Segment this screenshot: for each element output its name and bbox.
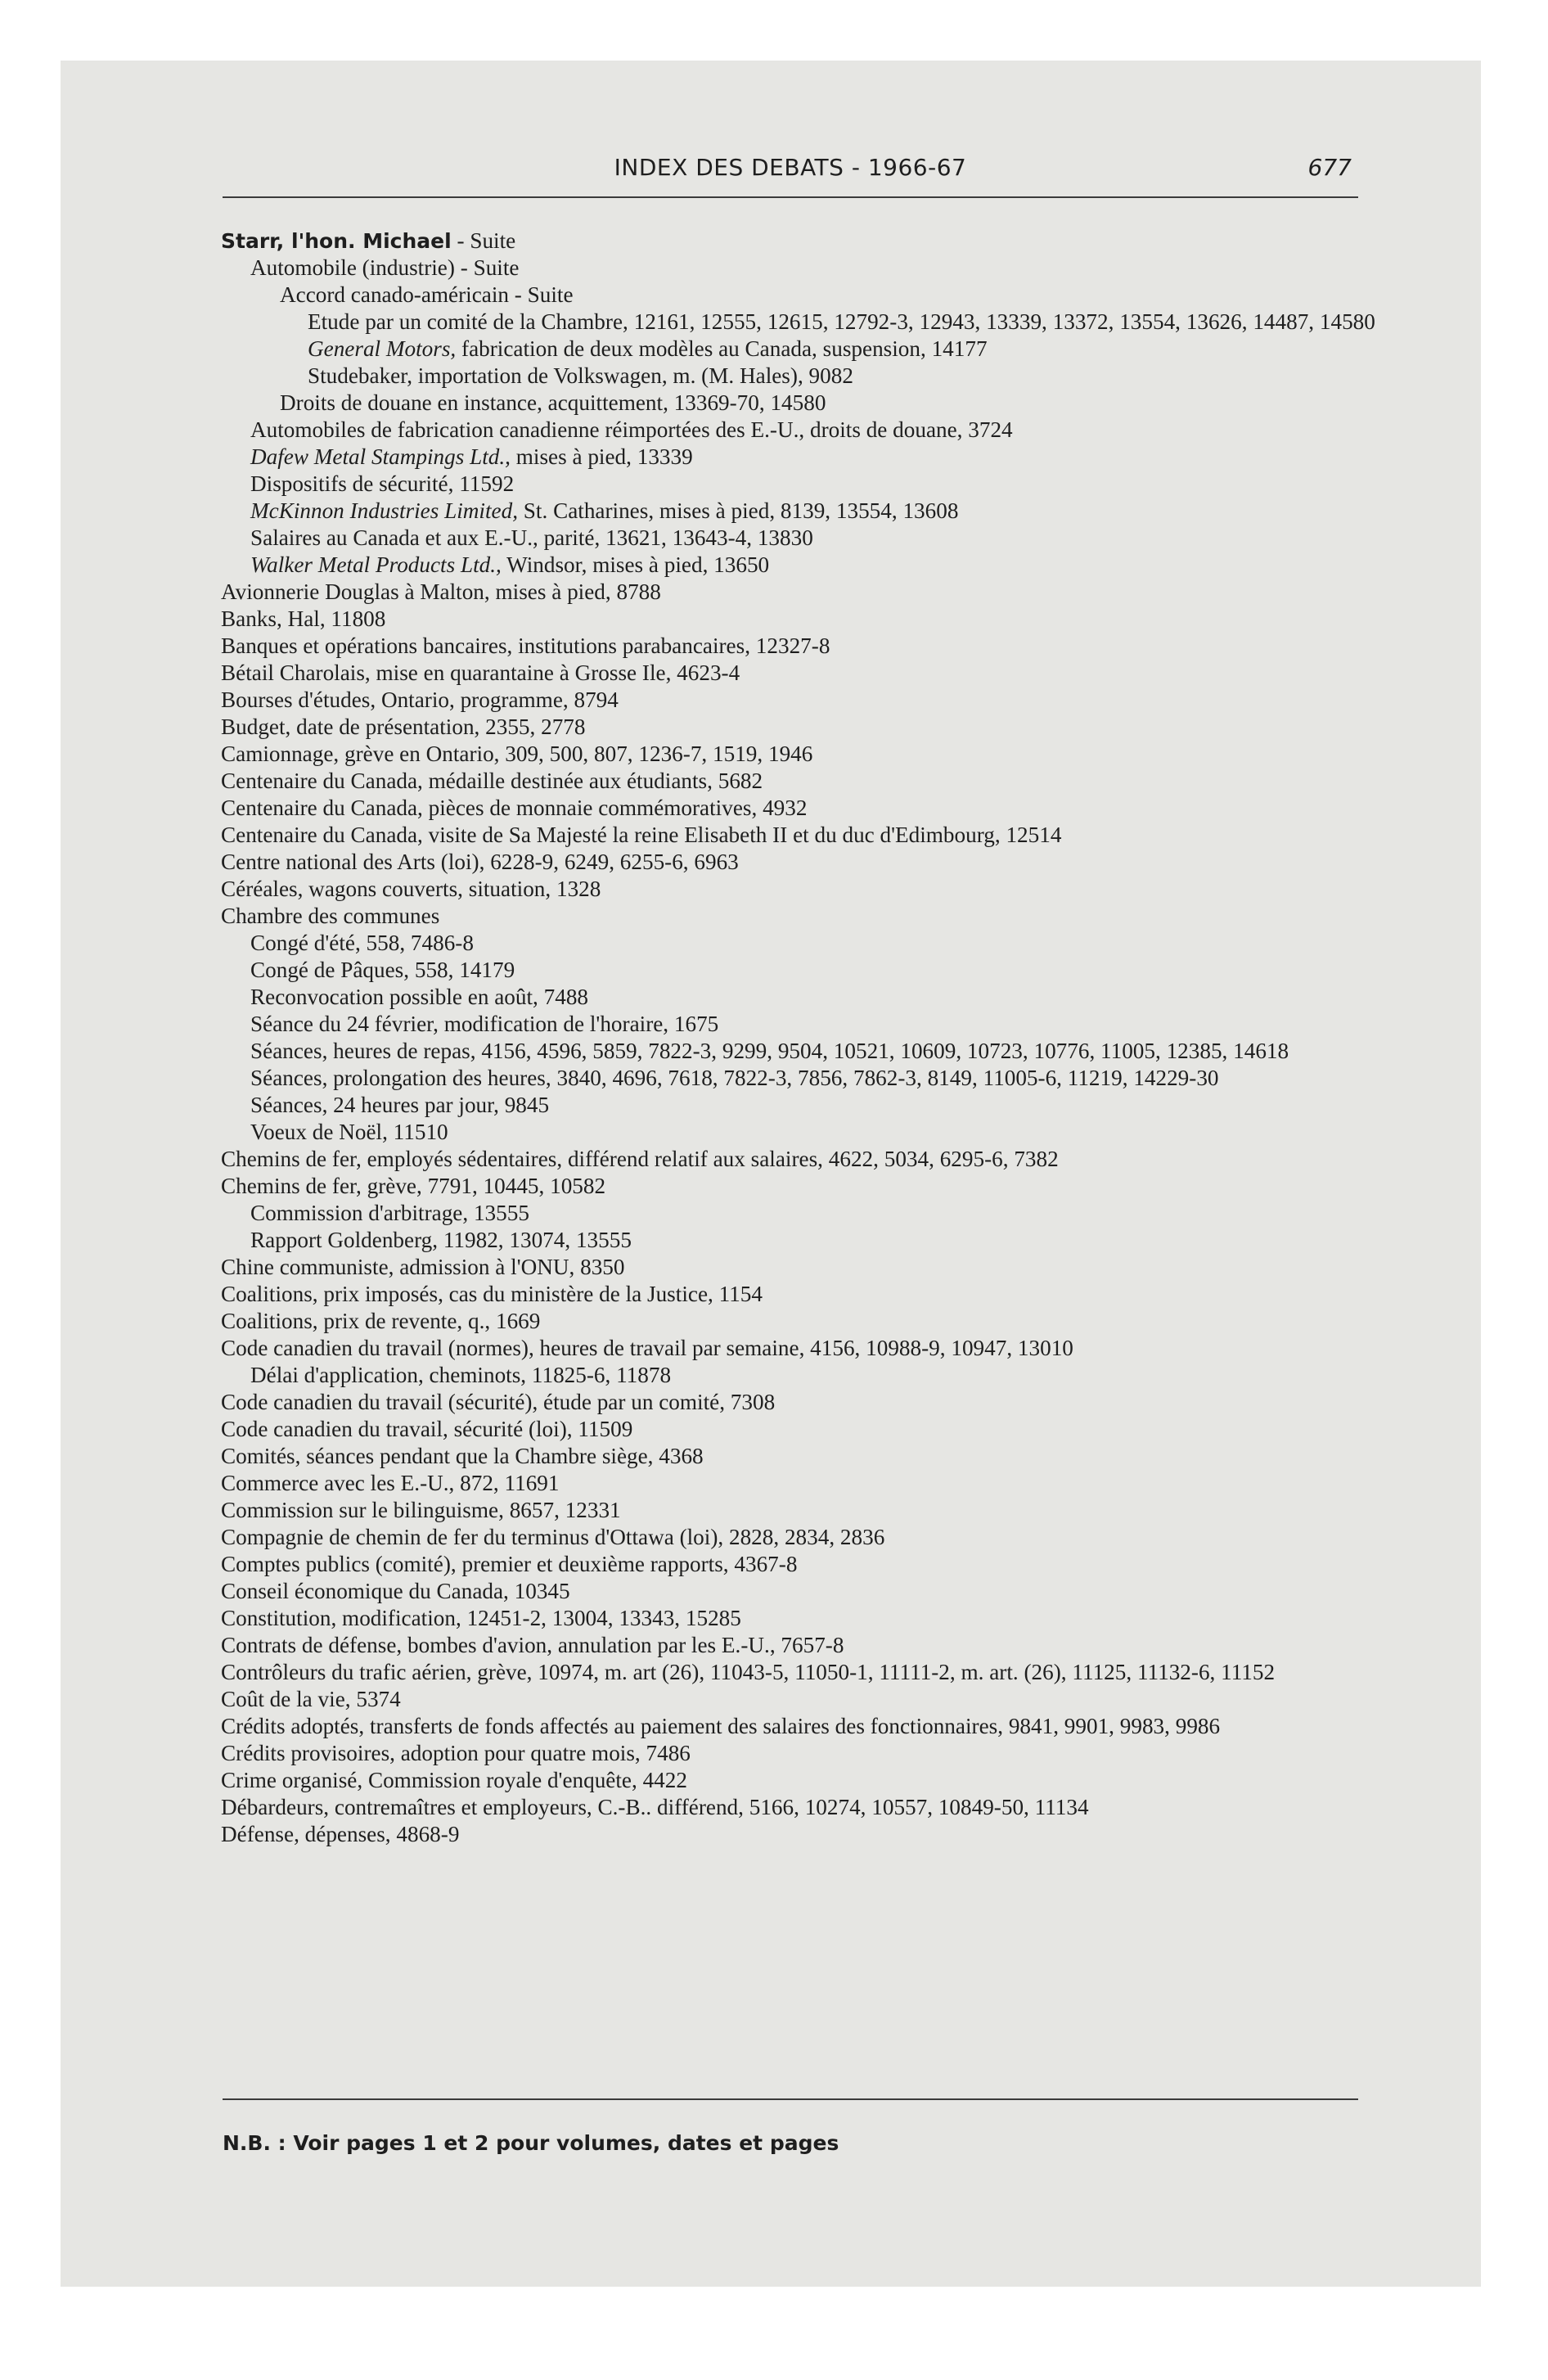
entry-text: Commission d'arbitrage, 13555	[250, 1201, 529, 1225]
index-entry	[250, 957, 1366, 984]
index-entry	[221, 822, 1366, 849]
entry-text: mises à pied, 13339	[510, 444, 693, 469]
index-entry	[221, 1713, 1366, 1740]
entry-text: Délai d'application, cheminots, 11825-6, 11878	[250, 1363, 672, 1387]
entry-text: - Suite	[451, 228, 516, 253]
entry-text: Salaires au Canada et aux E.-U., parité, 13621, 13643-4, 13830	[250, 525, 813, 550]
index-entry	[221, 876, 1366, 903]
index-entry	[221, 903, 1366, 930]
index-entry	[221, 1551, 1366, 1578]
index-entry	[280, 282, 1366, 309]
index-entry	[250, 1119, 1366, 1146]
entry-text: Droits de douane en instance, acquittement, 13369-70, 14580	[280, 390, 826, 415]
entry-text: Dispositifs de sécurité, 11592	[250, 471, 515, 496]
index-entry	[221, 795, 1366, 822]
index-entry	[221, 1578, 1366, 1605]
index-entry	[250, 552, 1366, 579]
entry-text: Etude par un comité de la Chambre, 12161, 12555, 12615, 12792-3, 12943, 13339, 13372, 13554, 13626, 14487, 14580	[308, 309, 1375, 334]
footer-rule	[223, 2098, 1358, 2100]
index-entry	[250, 498, 1366, 525]
index-entries	[221, 228, 1375, 1848]
entry-text: Banks, Hal, 11808	[221, 606, 386, 631]
index-entry	[221, 1173, 1366, 1200]
index-entry	[221, 1254, 1366, 1281]
entry-text: Comptes publics (comité), premier et deuxième rapports, 4367-8	[221, 1552, 798, 1576]
entry-text: Compagnie de chemin de fer du terminus d'Ottawa (loi), 2828, 2834, 2836	[221, 1525, 885, 1549]
entry-text: Séance du 24 février, modification de l'horaire, 1675	[250, 1012, 719, 1036]
index-entry	[221, 1389, 1366, 1416]
entry-text: fabrication de deux modèles au Canada, suspension, 14177	[456, 336, 988, 361]
entry-text: Chemins de fer, employés sédentaires, différend relatif aux salaires, 4622, 5034, 6295-6, 7382	[221, 1147, 1059, 1171]
entry-text: Studebaker, importation de Volkswagen, m. (M. Hales), 9082	[308, 363, 853, 388]
index-entry	[221, 633, 1366, 660]
entry-text: Céréales, wagons couverts, situation, 1328	[221, 877, 601, 901]
index-entry	[250, 1065, 1366, 1092]
index-entry	[221, 228, 1366, 255]
index-entry	[221, 768, 1366, 795]
header-rule	[223, 196, 1358, 198]
index-entry	[221, 1767, 1366, 1794]
entry-text: Code canadien du travail (normes), heures de travail par semaine, 4156, 10988-9, 10947, 13010	[221, 1336, 1073, 1360]
index-entry	[221, 1146, 1366, 1173]
index-entry	[221, 687, 1366, 714]
entry-text: Code canadien du travail (sécurité), étude par un comité, 7308	[221, 1390, 776, 1414]
page-header	[223, 136, 1358, 201]
entry-text: Commerce avec les E.-U., 872, 11691	[221, 1471, 560, 1495]
index-entry	[250, 930, 1366, 957]
index-entry	[221, 1632, 1366, 1659]
index-entry	[221, 1335, 1366, 1362]
entry-text: Automobile (industrie) - Suite	[250, 255, 520, 280]
entry-text: Banques et opérations bancaires, institutions parabancaires, 12327-8	[221, 633, 830, 658]
page-number: 677	[1307, 154, 1352, 181]
index-entry	[250, 471, 1366, 498]
entry-text: Code canadien du travail, sécurité (loi), 11509	[221, 1417, 633, 1441]
entry-text: Congé de Pâques, 558, 14179	[250, 958, 515, 982]
index-entry	[250, 1362, 1366, 1389]
entry-italic-term: Walker Metal Products Ltd.,	[250, 552, 502, 577]
entry-text: Centenaire du Canada, médaille destinée aux étudiants, 5682	[221, 769, 763, 793]
entry-text: Contrôleurs du trafic aérien, grève, 10974, m. art (26), 11043-5, 11050-1, 11111-2, m. art. (26), 11125, 11132-6, 11152	[221, 1660, 1276, 1684]
scanned-page	[61, 61, 1481, 2287]
index-entry	[250, 417, 1366, 444]
entry-text: Avionnerie Douglas à Malton, mises à pied, 8788	[221, 579, 661, 604]
entry-text: Crime organisé, Commission royale d'enquête, 4422	[221, 1768, 687, 1792]
index-entry	[221, 741, 1366, 768]
entry-text: Contrats de défense, bombes d'avion, annulation par les E.-U., 7657-8	[221, 1633, 844, 1657]
index-entry	[221, 1470, 1366, 1497]
index-entry	[250, 525, 1366, 552]
index-entry	[221, 579, 1366, 606]
entry-text: Crédits adoptés, transferts de fonds affectés au paiement des salaires des fonctionnaires, 9841, 9901, 9983, 9986	[221, 1714, 1221, 1738]
index-entry	[221, 1524, 1366, 1551]
entry-text: Bourses d'études, Ontario, programme, 8794	[221, 687, 619, 712]
index-entry	[221, 1740, 1366, 1767]
entry-text: Centre national des Arts (loi), 6228-9, 6249, 6255-6, 6963	[221, 850, 739, 874]
entry-text: Budget, date de présentation, 2355, 2778	[221, 714, 586, 739]
entry-text: Bétail Charolais, mise en quarantaine à Grosse Ile, 4623-4	[221, 660, 740, 685]
index-entry	[250, 1038, 1366, 1065]
index-entry	[221, 1497, 1366, 1524]
entry-text: Centenaire du Canada, pièces de monnaie commémoratives, 4932	[221, 796, 808, 820]
entry-text: Débardeurs, contremaîtres et employeurs, C.-B.. différend, 5166, 10274, 10557, 10849-50, 11134	[221, 1795, 1089, 1819]
index-entry	[250, 1092, 1366, 1119]
entry-text: Coût de la vie, 5374	[221, 1687, 401, 1711]
index-entry	[221, 606, 1366, 633]
index-entry	[308, 336, 1366, 363]
entry-text: Séances, prolongation des heures, 3840, 4696, 7618, 7822-3, 7856, 7862-3, 8149, 11005-6, 11219, 14229-30	[250, 1066, 1219, 1090]
index-entry	[221, 1659, 1366, 1686]
index-entry	[280, 390, 1366, 417]
index-entry	[250, 444, 1366, 471]
entry-text: Crédits provisoires, adoption pour quatre mois, 7486	[221, 1741, 691, 1765]
entry-text: Chine communiste, admission à l'ONU, 8350	[221, 1255, 625, 1279]
index-entry	[221, 1605, 1366, 1632]
entry-text: Constitution, modification, 12451-2, 13004, 13343, 15285	[221, 1606, 741, 1630]
entry-heading: Starr, l'hon. Michael	[221, 229, 452, 253]
entry-text: Chemins de fer, grève, 7791, 10445, 10582	[221, 1174, 606, 1198]
entry-text: Conseil économique du Canada, 10345	[221, 1579, 570, 1603]
index-entry	[221, 849, 1366, 876]
entry-text: Chambre des communes	[221, 904, 440, 928]
entry-text: Automobiles de fabrication canadienne réimportées des E.-U., droits de douane, 3724	[250, 417, 1013, 442]
entry-italic-term: Dafew Metal Stampings Ltd.,	[250, 444, 511, 469]
entry-text: Coalitions, prix imposés, cas du ministère de la Justice, 1154	[221, 1282, 763, 1306]
entry-text: Comités, séances pendant que la Chambre siège, 4368	[221, 1444, 704, 1468]
footnote: N.B. : Voir pages 1 et 2 pour volumes, dates et pages	[223, 2131, 839, 2155]
index-entry	[221, 714, 1366, 741]
index-entry	[221, 660, 1366, 687]
index-entry	[250, 1227, 1366, 1254]
entry-text: Séances, 24 heures par jour, 9845	[250, 1093, 550, 1117]
entry-text: St. Catharines, mises à pied, 8139, 13554, 13608	[518, 498, 959, 523]
index-entry	[250, 255, 1366, 282]
index-entry	[221, 1308, 1366, 1335]
entry-text: Séances, heures de repas, 4156, 4596, 5859, 7822-3, 9299, 9504, 10521, 10609, 10723, 10776, 11005, 12385, 14618	[250, 1039, 1289, 1063]
index-entry	[221, 1794, 1366, 1821]
running-title: INDEX DES DEBATS - 1966-67	[614, 154, 967, 181]
entry-text: Centenaire du Canada, visite de Sa Majesté la reine Elisabeth II et du duc d'Edimbourg, 12514	[221, 823, 1062, 847]
entry-text: Commission sur le bilinguisme, 8657, 12331	[221, 1498, 621, 1522]
entry-text: Accord canado-américain - Suite	[280, 282, 574, 307]
index-entry	[221, 1416, 1366, 1443]
entry-italic-term: General Motors,	[308, 336, 457, 361]
entry-text: Congé d'été, 558, 7486-8	[250, 931, 474, 955]
index-entry	[308, 363, 1366, 390]
index-entry	[308, 309, 1375, 336]
entry-text: Camionnage, grève en Ontario, 309, 500, 807, 1236-7, 1519, 1946	[221, 741, 813, 766]
entry-text: Rapport Goldenberg, 11982, 13074, 13555	[250, 1228, 632, 1252]
entry-text: Coalitions, prix de revente, q., 1669	[221, 1309, 541, 1333]
index-entry	[250, 984, 1366, 1011]
entry-text: Windsor, mises à pied, 13650	[501, 552, 770, 577]
entry-text: Reconvocation possible en août, 7488	[250, 985, 589, 1009]
index-entry	[250, 1200, 1366, 1227]
index-entry	[221, 1821, 1366, 1848]
index-entry	[221, 1443, 1366, 1470]
entry-text: Voeux de Noël, 11510	[250, 1120, 448, 1144]
index-entry	[250, 1011, 1366, 1038]
index-entry	[221, 1281, 1366, 1308]
index-entry	[221, 1686, 1366, 1713]
entry-text: Défense, dépenses, 4868-9	[221, 1822, 460, 1846]
entry-italic-term: McKinnon Industries Limited,	[250, 498, 518, 523]
